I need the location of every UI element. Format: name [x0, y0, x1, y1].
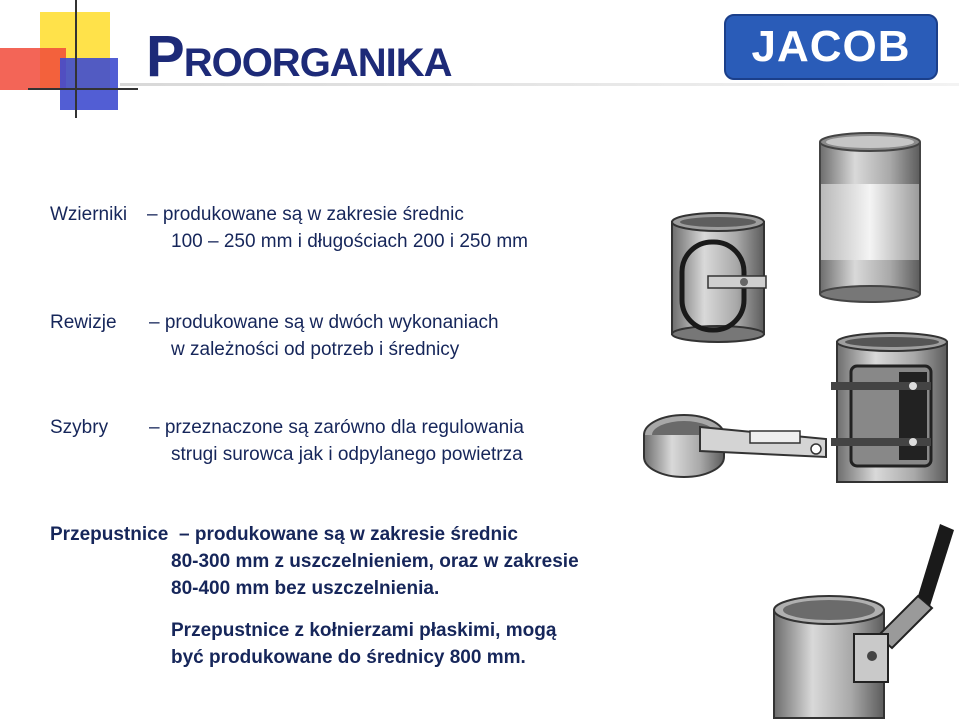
butterfly-valve-image: [768, 516, 958, 722]
note: [171, 617, 691, 673]
item-label: Przepustnice: [50, 524, 169, 545]
item-line: – przeznaczone są zarówno dla regulowania: [149, 417, 524, 438]
slide-gate-image: [640, 405, 832, 487]
item-wzierniki: [50, 201, 650, 257]
item-line: – produkowane są w zakresie średnic: [147, 204, 464, 225]
item-line: 80-300 mm z uszczelnieniem, oraz w zakresie: [171, 551, 579, 572]
header-decoration-red: [0, 48, 66, 90]
viewing-window-image: [812, 132, 928, 304]
item-line: w zależności od potrzeb i średnicy: [171, 339, 460, 360]
item-line: strugi surowca jak i odpylanego powietrza: [171, 444, 523, 465]
item-szybry: [50, 414, 650, 470]
item-label: Rewizje: [50, 312, 117, 333]
jacob-logo: JACOB: [724, 14, 938, 80]
item-przepustnice: [50, 521, 690, 605]
note-line: Przepustnice z kołnierzami płaskimi, mogą: [171, 620, 557, 641]
item-line: 100 – 250 mm i długościach 200 i 250 mm: [171, 231, 528, 252]
item-rewizje: [50, 309, 650, 365]
header-decoration-blue: [60, 58, 118, 110]
header-decoration-line: [75, 0, 77, 118]
item-label: Wzierniki: [50, 204, 128, 225]
item-line: 80-400 mm bez uszczelnienia.: [171, 578, 440, 599]
item-label: Szybry: [50, 417, 109, 438]
item-line: – produkowane są w dwóch wykonaniach: [149, 312, 499, 333]
item-line: – produkowane są w zakresie średnic: [179, 524, 518, 545]
brand-logo: PROORGANIKA: [146, 24, 452, 89]
inspection-door-rect-image: [815, 330, 957, 488]
note-line: być produkowane do średnicy 800 mm.: [171, 647, 526, 668]
inspection-door-round-image: [668, 210, 768, 345]
header-decoration-line: [28, 88, 138, 90]
